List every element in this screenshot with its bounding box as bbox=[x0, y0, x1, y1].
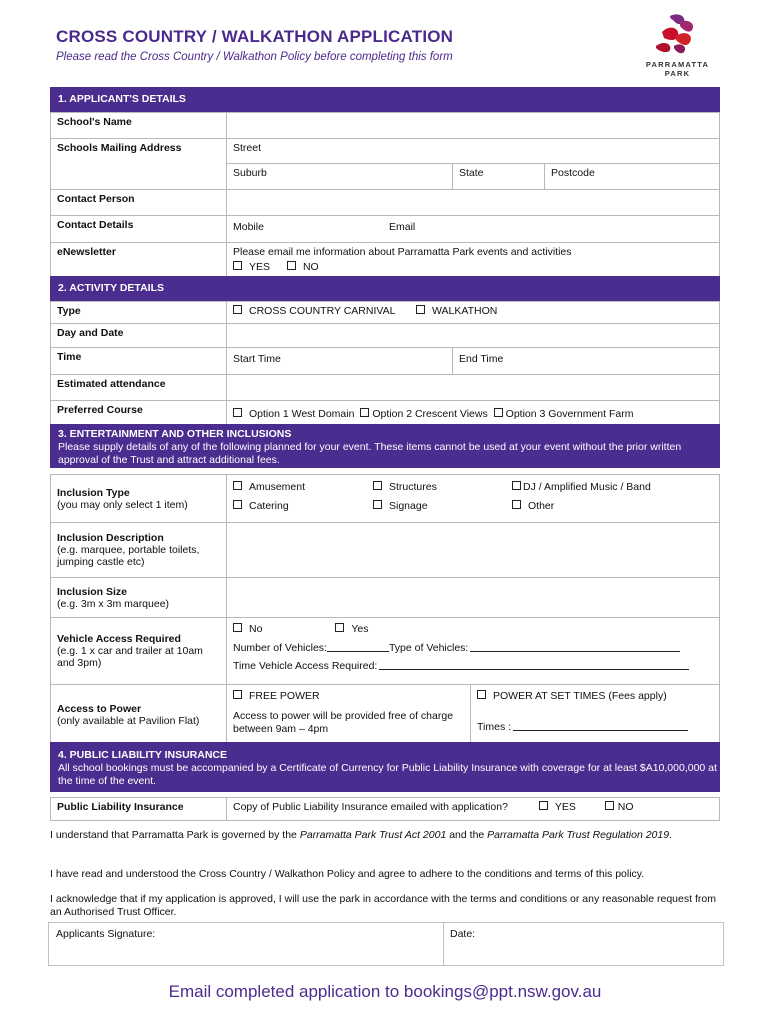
pli-no-checkbox[interactable] bbox=[605, 801, 614, 810]
power-access-sub: (only available at Pavilion Flat) bbox=[57, 714, 200, 727]
suburb-field[interactable] bbox=[227, 164, 453, 190]
section-heading: 3. ENTERTAINMENT AND OTHER INCLUSIONS bbox=[58, 428, 292, 440]
other-label: Other bbox=[528, 500, 555, 512]
other-checkbox[interactable] bbox=[512, 500, 521, 509]
amusement-checkbox[interactable] bbox=[233, 481, 242, 490]
form-header bbox=[0, 0, 770, 86]
contact-person-label: Contact Person bbox=[51, 190, 227, 216]
set-times-power-label: POWER AT SET TIMES (Fees apply) bbox=[493, 690, 667, 702]
inclusion-size-title: Inclusion Size bbox=[57, 585, 128, 598]
section-heading: 2. ACTIVITY DETAILS bbox=[58, 282, 164, 294]
contact-details-field bbox=[227, 216, 720, 243]
pli-yes-checkbox[interactable] bbox=[539, 801, 548, 810]
cross-country-label: CROSS COUNTRY CARNIVAL bbox=[249, 305, 396, 317]
set-times-power-checkbox[interactable] bbox=[477, 690, 486, 699]
signage-label: Signage bbox=[389, 500, 428, 512]
applicant-details-table bbox=[50, 112, 720, 279]
decl-text: I understand that Parramatta Park is governed by the bbox=[50, 829, 300, 841]
state-label: State bbox=[459, 167, 484, 179]
mobile-field[interactable] bbox=[227, 216, 383, 242]
contact-details-label: Contact Details bbox=[51, 216, 227, 243]
inclusions-table bbox=[50, 474, 720, 745]
inclusion-type-label bbox=[51, 475, 227, 523]
suburb-label: Suburb bbox=[233, 167, 267, 179]
inclusion-description-title: Inclusion Description bbox=[57, 532, 164, 544]
decl-text: and the bbox=[446, 829, 488, 841]
logo-text-line2: PARK bbox=[664, 69, 691, 78]
inclusion-description-label bbox=[51, 523, 227, 578]
section-applicant-details-header bbox=[50, 87, 720, 112]
course-opt3-checkbox[interactable] bbox=[494, 408, 503, 417]
course-opt1-label: Option 1 West Domain bbox=[249, 408, 355, 420]
logo-text-line1: PARRAMATTA bbox=[645, 60, 710, 69]
vehicle-yes-label: Yes bbox=[351, 623, 369, 635]
time-vehicle-label: Time Vehicle Access Required: bbox=[233, 660, 378, 672]
attendance-field[interactable] bbox=[227, 375, 720, 401]
type-vehicles-line[interactable] bbox=[470, 651, 680, 652]
structures-label: Structures bbox=[389, 481, 437, 493]
public-liability-table bbox=[50, 797, 720, 821]
inclusion-type-sub: (you may only select 1 item) bbox=[57, 498, 188, 511]
structures-checkbox[interactable] bbox=[373, 481, 382, 490]
num-vehicles-label: Number of Vehicles: bbox=[233, 642, 327, 654]
decl-regulation: Parramatta Park Trust Regulation 2019 bbox=[487, 829, 670, 841]
free-power-desc: Access to power will be provided free of charge between 9am – 4pm bbox=[233, 710, 454, 735]
email-field[interactable] bbox=[383, 216, 719, 242]
footer-email-instruction: Email completed application to bookings@ppt.nsw.gov.au bbox=[168, 982, 602, 1001]
free-power-label: FREE POWER bbox=[249, 690, 320, 702]
course-opt3-label: Option 3 Government Farm bbox=[505, 408, 634, 420]
pli-field bbox=[227, 798, 720, 821]
dj-checkbox[interactable] bbox=[512, 481, 521, 490]
vehicle-yes-checkbox[interactable] bbox=[335, 623, 344, 632]
inclusion-description-sub: (e.g. marquee, portable toilets, jumping castle etc) bbox=[57, 544, 200, 568]
enews-text: Please email me information about Parramatta Park events and activities bbox=[233, 246, 572, 258]
end-time-field[interactable] bbox=[453, 348, 720, 374]
time-field bbox=[227, 348, 720, 375]
cross-country-checkbox[interactable] bbox=[233, 305, 242, 314]
declaration-acknowledgement: I acknowledge that if my application is approved, I will use the park in accordance with the terms and conditions or any reasonable request from an Authorised Trust Officer. bbox=[50, 893, 716, 918]
activity-details-table bbox=[50, 301, 720, 425]
pli-no-label: NO bbox=[617, 801, 634, 813]
section-heading: 4. PUBLIC LIABILITY INSURANCE bbox=[58, 749, 227, 761]
enews-no-label: NO bbox=[302, 261, 319, 273]
num-vehicles-line[interactable] bbox=[327, 651, 389, 652]
end-time-label: End Time bbox=[459, 353, 504, 365]
school-name-label: School's Name bbox=[51, 113, 227, 139]
vehicle-access-label bbox=[51, 618, 227, 685]
time-vehicle-line[interactable] bbox=[379, 669, 689, 670]
pli-label: Public Liability Insurance bbox=[51, 798, 227, 821]
attendance-label: Estimated attendance bbox=[51, 375, 227, 401]
vehicle-no-checkbox[interactable] bbox=[233, 623, 242, 632]
school-name-field[interactable] bbox=[227, 113, 720, 139]
day-date-label: Day and Date bbox=[51, 324, 227, 348]
time-label: Time bbox=[51, 348, 227, 375]
start-time-label: Start Time bbox=[233, 353, 281, 365]
enews-yes-checkbox[interactable] bbox=[233, 261, 242, 270]
day-date-field[interactable] bbox=[227, 324, 720, 348]
date-label: Date: bbox=[450, 928, 476, 940]
times-label: Times : bbox=[477, 721, 512, 733]
catering-checkbox[interactable] bbox=[233, 500, 242, 509]
power-access-label bbox=[51, 685, 227, 745]
inclusion-type-field bbox=[227, 475, 720, 523]
power-access-title: Access to Power bbox=[57, 702, 142, 715]
contact-person-field[interactable] bbox=[227, 190, 720, 216]
mobile-label: Mobile bbox=[233, 221, 264, 233]
signage-checkbox[interactable] bbox=[373, 500, 382, 509]
enews-no-checkbox[interactable] bbox=[287, 261, 296, 270]
course-opt2-checkbox[interactable] bbox=[360, 408, 369, 417]
section-description: Please supply details of any of the following planned for your event. These items cannot be used at your event without the prior written approval of the Trust and attract additional fees. bbox=[58, 441, 682, 466]
enewsletter-field bbox=[227, 243, 720, 279]
state-field[interactable] bbox=[453, 164, 545, 190]
section-description: All school bookings must be accompanied by a Certificate of Currency for Public Liability Insurance with coverage for at least $A10,000,000 at the time of the event. bbox=[58, 762, 717, 787]
course-opt1-checkbox[interactable] bbox=[233, 408, 242, 417]
course-label: Preferred Course bbox=[51, 401, 227, 425]
inclusion-size-field[interactable] bbox=[227, 578, 720, 618]
street-field[interactable] bbox=[227, 139, 720, 164]
parramatta-park-logo bbox=[640, 12, 715, 77]
pli-copy-text: Copy of Public Liability Insurance emailed with application? bbox=[233, 801, 508, 813]
course-opt2-label: Option 2 Crescent Views bbox=[372, 408, 488, 420]
pli-yes-label: YES bbox=[554, 801, 576, 813]
postcode-label: Postcode bbox=[551, 167, 595, 179]
course-field bbox=[227, 401, 720, 425]
decl-act: Parramatta Park Trust Act 2001 bbox=[299, 829, 447, 841]
inclusion-description-field[interactable] bbox=[227, 523, 720, 578]
inclusion-type-title: Inclusion Type bbox=[57, 486, 130, 499]
declaration-policy: I have read and understood the Cross Country / Walkathon Policy and agree to adhere to the conditions and terms of this policy. bbox=[50, 868, 645, 880]
start-time-field[interactable] bbox=[227, 348, 453, 374]
inclusion-size-label bbox=[51, 578, 227, 618]
walkathon-checkbox[interactable] bbox=[416, 305, 425, 314]
section-public-liability-header bbox=[50, 742, 720, 792]
vehicle-access-title: Vehicle Access Required bbox=[57, 633, 181, 645]
amusement-label: Amusement bbox=[249, 481, 306, 493]
signature-label: Applicants Signature: bbox=[56, 928, 156, 940]
times-line[interactable] bbox=[513, 730, 688, 731]
vehicle-access-sub: (e.g. 1 x car and trailer at 10am and 3pm) bbox=[57, 645, 203, 669]
signature-box bbox=[48, 922, 724, 966]
vehicle-no-label: No bbox=[249, 623, 263, 635]
form-title: CROSS COUNTRY / WALKATHON APPLICATION bbox=[56, 27, 454, 46]
postcode-field[interactable] bbox=[545, 164, 720, 190]
decl-text: . bbox=[669, 829, 672, 841]
form-subtitle: Please read the Cross Country / Walkathon Policy before completing this form bbox=[56, 51, 453, 63]
catering-label: Catering bbox=[249, 500, 289, 512]
signature-field[interactable] bbox=[49, 923, 443, 965]
mailing-address-label: Schools Mailing Address bbox=[51, 139, 227, 190]
walkathon-label: WALKATHON bbox=[431, 305, 498, 317]
type-vehicles-label: Type of Vehicles: bbox=[388, 642, 469, 654]
inclusion-size-sub: (e.g. 3m x 3m marquee) bbox=[57, 597, 170, 610]
dj-label: DJ / Amplified Music / Band bbox=[523, 481, 651, 493]
section-heading: 1. APPLICANT'S DETAILS bbox=[58, 93, 186, 105]
power-access-field bbox=[227, 685, 720, 745]
bird-logo-icon bbox=[640, 12, 715, 56]
email-label: Email bbox=[389, 221, 416, 233]
section-activity-details-header bbox=[50, 276, 720, 301]
free-power-checkbox[interactable] bbox=[233, 690, 242, 699]
street-label: Street bbox=[233, 142, 262, 154]
section-entertainment-header bbox=[50, 424, 720, 468]
type-field bbox=[227, 302, 720, 324]
declaration-governance bbox=[50, 829, 720, 842]
type-label: Type bbox=[51, 302, 227, 324]
enews-yes-label: YES bbox=[249, 261, 271, 273]
enewsletter-label: eNewsletter bbox=[51, 243, 227, 279]
vehicle-access-field bbox=[227, 618, 720, 685]
date-field[interactable] bbox=[444, 923, 723, 965]
